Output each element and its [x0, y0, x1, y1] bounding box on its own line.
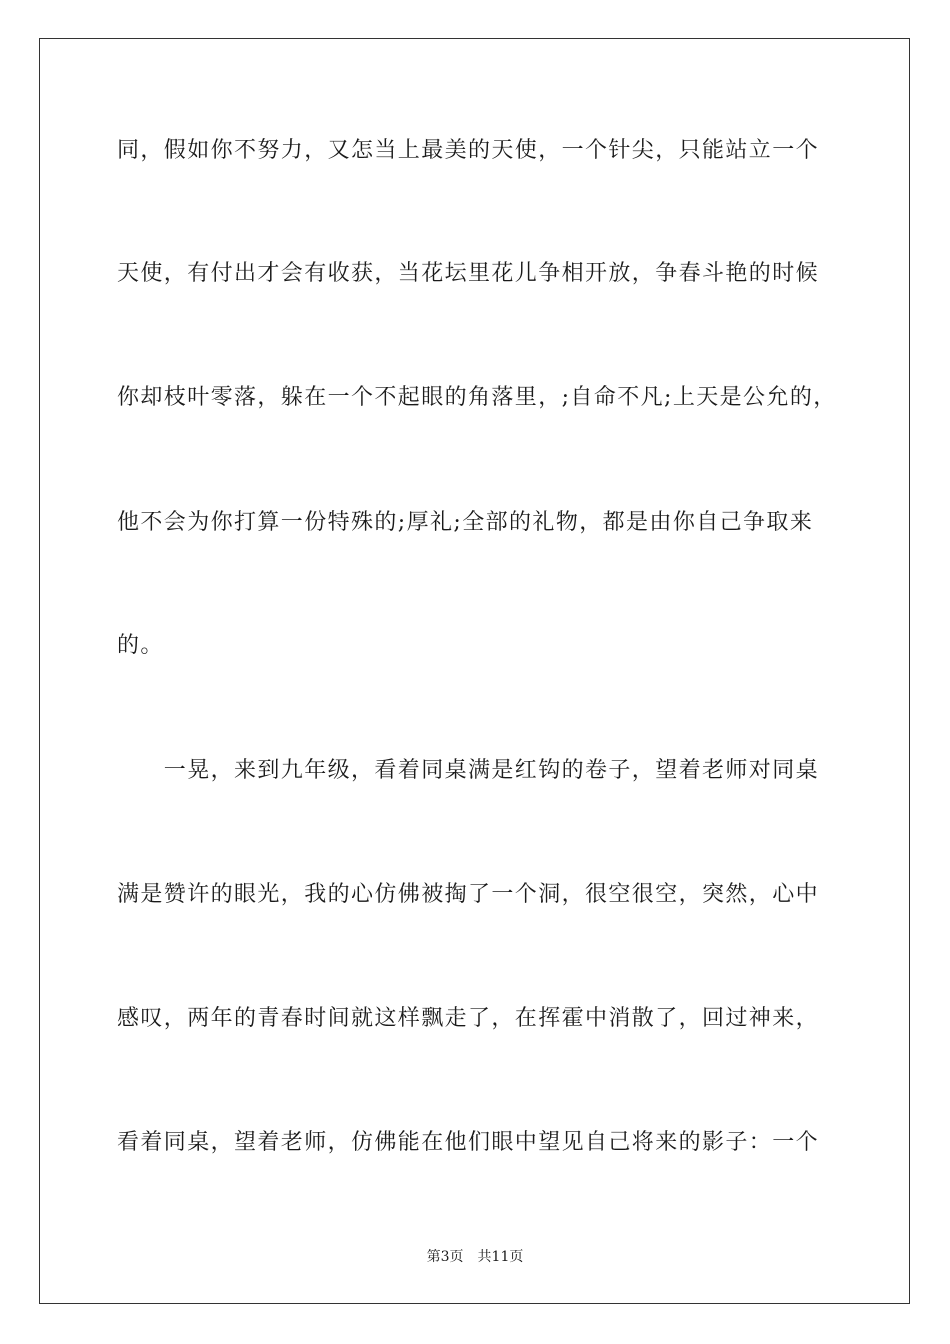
text-line: 满是赞许的眼光，我的心仿佛被掏了一个洞，很空很空，突然，心中	[117, 882, 820, 907]
page-footer	[0, 1247, 950, 1267]
page-total: 共11页	[477, 1249, 524, 1265]
text-line: 同，假如你不努力，又怎当上最美的天使，一个针尖，只能站立一个	[117, 138, 820, 163]
text-line: 你却枝叶零落，躲在一个不起眼的角落里，;自命不凡;上天是公允的，	[117, 385, 837, 410]
text-line: 感叹，两年的青春时间就这样飘走了，在挥霍中消散了，回过神来，	[117, 1006, 820, 1031]
text-line: 他不会为你打算一份特殊的;厚礼;全部的礼物，都是由你自己争取来	[117, 510, 814, 535]
text-line: 的。	[117, 633, 164, 658]
page-number: 第3页	[426, 1249, 464, 1265]
text-line: 天使，有付出才会有收获，当花坛里花儿争相开放，争春斗艳的时候	[117, 261, 820, 286]
text-line: 一晃，来到九年级，看着同桌满是红钩的卷子，望着老师对同桌	[117, 758, 820, 783]
text-line: 看着同桌，望着老师，仿佛能在他们眼中望见自己将来的影子：一个	[117, 1130, 820, 1155]
page-border	[39, 38, 910, 1304]
